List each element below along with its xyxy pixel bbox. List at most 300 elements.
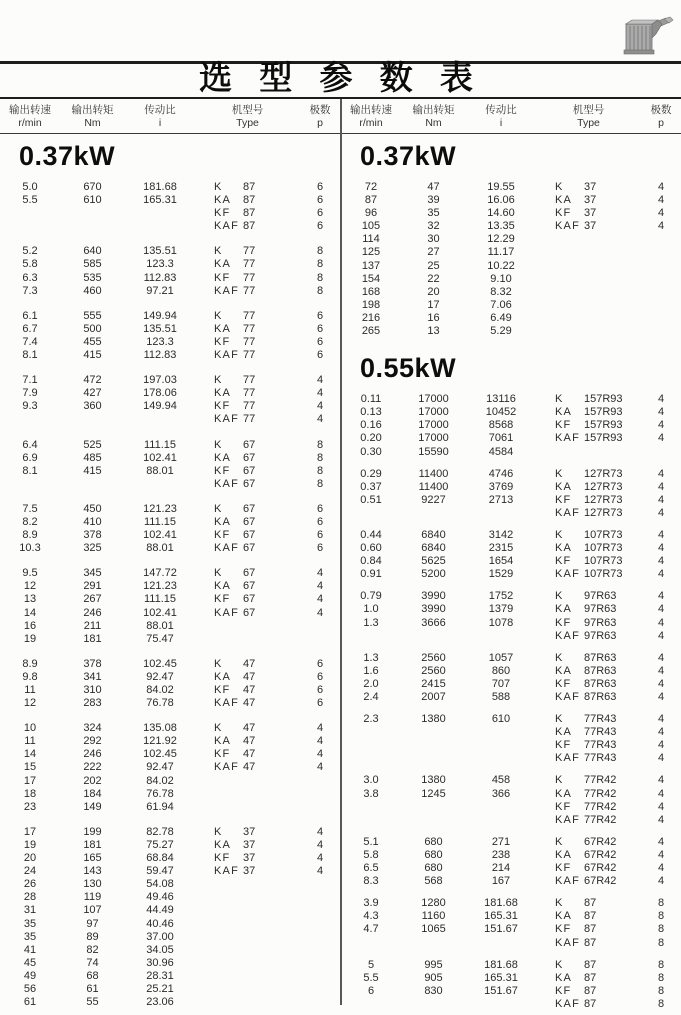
cell-type-prefix [195, 620, 243, 633]
cell-ratio: 123.3 [146, 335, 174, 348]
cell-poles: 6 [316, 220, 324, 233]
cell-torque: 1245 [421, 787, 446, 800]
cell-type-model [243, 944, 300, 957]
cell-torque: 5625 [421, 555, 446, 568]
cell-speed: 8.9 [22, 529, 38, 542]
table-row [341, 419, 681, 432]
table-row [341, 286, 681, 299]
cell-speed: 137 [361, 259, 381, 272]
cell-type-model: 77R42 [584, 774, 617, 787]
cell-poles: 8 [316, 438, 324, 451]
cell-ratio: 151.67 [484, 984, 518, 997]
table-row [341, 836, 681, 849]
cell-torque: 341 [83, 670, 102, 683]
cell-speed [0, 207, 60, 220]
cell-speed: 56 [23, 982, 37, 995]
cell-ratio: 135.51 [143, 245, 177, 258]
cell-type-model [584, 286, 641, 299]
cell-poles: 6 [316, 697, 324, 710]
cell-ratio: 61.94 [146, 800, 174, 813]
cell-speed: 31 [23, 904, 37, 917]
cell-type-prefix [536, 299, 584, 312]
cell-type-model: 67 [243, 593, 256, 606]
table-row [0, 194, 341, 207]
cell-ratio: 13116 [486, 393, 516, 406]
table-row [341, 972, 681, 985]
cell-type-prefix: K [214, 567, 223, 580]
cell-type-prefix [195, 904, 243, 917]
cell-ratio: 111.15 [143, 438, 176, 451]
cell-speed: 11 [24, 684, 36, 696]
cell-ratio [125, 207, 195, 220]
cell-ratio: 111.15 [143, 515, 176, 528]
cell-speed: 7.4 [22, 335, 38, 348]
cell-type-model: 47 [243, 735, 256, 748]
cell-ratio: 1654 [488, 555, 514, 568]
cell-type-prefix: KA [555, 848, 573, 861]
cell-type-model: 67R42 [584, 875, 617, 888]
cell-speed: 45 [23, 956, 37, 969]
cell-torque: 211 [83, 619, 102, 632]
cell-speed: 4.7 [363, 923, 379, 936]
table-row [0, 788, 341, 801]
cell-speed: 0.51 [360, 493, 382, 506]
cell-ratio: 84.02 [146, 774, 174, 787]
cell-speed: 7.9 [22, 387, 38, 400]
cell-speed: 6.7 [22, 322, 38, 335]
cell-speed: 2.3 [363, 713, 379, 726]
row-group [341, 897, 681, 949]
table-row [341, 590, 681, 603]
cell-poles [641, 312, 681, 325]
cell-speed: 0.60 [360, 542, 382, 555]
cell-torque [401, 937, 466, 950]
row-group [341, 393, 681, 458]
cell-poles [641, 233, 681, 246]
table-row [0, 607, 341, 620]
cell-torque: 378 [83, 529, 102, 542]
cell-speed: 4.3 [363, 910, 379, 923]
cell-speed: 9.5 [22, 567, 38, 580]
cell-ratio: 121.92 [143, 735, 177, 748]
cell-ratio: 6.49 [490, 311, 512, 324]
cell-ratio: 1752 [488, 590, 514, 603]
table-row [0, 478, 341, 491]
cell-type-model: 47 [243, 697, 256, 710]
cell-type-model [243, 931, 300, 944]
table-row [0, 349, 341, 362]
cell-type-prefix: KA [214, 670, 232, 683]
cell-ratio: 102.45 [143, 748, 177, 761]
cell-speed: 3.9 [363, 897, 379, 910]
cell-torque: 995 [424, 958, 443, 971]
row-group [341, 959, 681, 1011]
table-row [341, 998, 681, 1011]
cell-type-prefix [536, 286, 584, 299]
cell-speed: 15 [23, 761, 37, 774]
cell-ratio: 54.08 [146, 878, 174, 891]
table-row [0, 761, 341, 774]
cell-type-model: 87 [584, 897, 597, 910]
cell-ratio [466, 726, 536, 739]
cell-poles: 4 [657, 493, 665, 506]
cell-type-model: 87 [243, 194, 256, 207]
cell-poles: 4 [316, 825, 324, 838]
cell-torque: 291 [83, 580, 102, 593]
cell-type-prefix: KF [214, 593, 231, 606]
cell-ratio: 37.00 [146, 930, 174, 943]
table-row [0, 465, 341, 478]
cell-ratio: 4584 [488, 445, 514, 458]
table-row [341, 194, 681, 207]
cell-poles: 4 [657, 181, 665, 193]
cell-torque: 485 [83, 451, 102, 464]
cell-poles [300, 944, 340, 957]
cell-type-model: 87 [243, 207, 256, 220]
cell-speed: 6.4 [22, 438, 38, 451]
cell-torque: 74 [86, 956, 99, 969]
table-row [341, 181, 681, 194]
table-row [0, 542, 341, 555]
table-row [0, 633, 341, 646]
cell-type-prefix: KA [555, 971, 573, 984]
cell-speed: 10 [23, 722, 37, 735]
cell-poles [641, 273, 681, 286]
cell-type-model: 107R73 [584, 555, 623, 568]
cell-torque: 119 [83, 891, 102, 904]
cell-type-model: 157R93 [584, 432, 623, 445]
table-row [341, 312, 681, 325]
cell-type-model: 37 [243, 825, 256, 838]
cell-type-prefix: K [214, 825, 223, 838]
cell-speed: 6.1 [22, 309, 38, 322]
cell-torque: 17 [427, 298, 440, 311]
cell-ratio: 7061 [488, 432, 514, 445]
cell-type-prefix: KAF [555, 936, 580, 949]
cell-speed: 0.79 [360, 590, 382, 603]
column-header: 输出转矩 Nm [412, 104, 455, 129]
cell-poles: 6 [316, 657, 324, 670]
row-group [341, 774, 681, 826]
cell-speed: 5.0 [22, 181, 38, 193]
row-group [341, 181, 681, 338]
table-row [0, 904, 341, 917]
cell-ratio [466, 814, 536, 827]
cell-torque [401, 726, 466, 739]
table-row [341, 897, 681, 910]
cell-type-model: 47 [243, 684, 256, 696]
table-row [341, 652, 681, 665]
cell-speed: 5.8 [22, 258, 38, 271]
cell-ratio: 102.41 [143, 451, 177, 464]
column-header: 输出转速 r/min [9, 104, 51, 129]
right-table [341, 137, 681, 1015]
cell-torque: 680 [424, 835, 443, 848]
row-group [0, 310, 341, 362]
cell-poles [641, 260, 681, 273]
cell-type-model: 77 [243, 258, 256, 271]
cell-poles [300, 983, 340, 996]
cell-speed: 1.0 [363, 603, 379, 616]
table-row [341, 713, 681, 726]
cell-torque: 455 [83, 335, 102, 348]
cell-type-model: 87R63 [584, 651, 617, 664]
cell-type-prefix: KAF [555, 220, 580, 233]
cell-type-model: 77 [243, 349, 256, 362]
cell-type-prefix: KF [555, 616, 572, 629]
cell-type-prefix: KF [214, 852, 231, 865]
cell-ratio: 12.29 [487, 233, 515, 246]
table-row [341, 875, 681, 888]
cell-speed: 0.16 [360, 419, 382, 432]
cell-type-prefix: KF [214, 271, 231, 284]
cell-speed: 12 [23, 580, 37, 593]
cell-type-prefix: KF [555, 419, 572, 432]
cell-speed: 96 [364, 207, 378, 220]
cell-speed: 5 [367, 958, 375, 971]
cell-type-model [243, 957, 300, 970]
cell-poles: 4 [657, 419, 665, 432]
cell-type-prefix: KAF [214, 220, 239, 233]
cell-type-model: 77R42 [584, 813, 617, 826]
cell-torque: 535 [83, 271, 102, 284]
table-row [341, 432, 681, 445]
cell-torque [60, 207, 125, 220]
table-row [0, 181, 341, 194]
cell-type-prefix: K [214, 657, 223, 670]
cell-torque: 107 [83, 904, 102, 917]
cell-torque: 267 [83, 593, 102, 606]
cell-type-model: 77R43 [584, 726, 617, 739]
cell-type-model: 127R73 [584, 480, 623, 493]
column-header: 机型号 Type [572, 104, 605, 129]
cell-torque: 222 [83, 761, 102, 774]
cell-ratio: 167 [491, 875, 511, 888]
table-row [0, 931, 341, 944]
cell-speed: 7.1 [22, 374, 38, 387]
cell-speed: 23 [23, 800, 37, 813]
cell-torque: 97 [86, 917, 99, 930]
cell-type-prefix [195, 996, 243, 1009]
row-group [341, 652, 681, 704]
cell-type-model: 97R63 [584, 616, 617, 629]
cell-torque [60, 413, 125, 426]
cell-type-model: 77R43 [584, 739, 617, 752]
cell-type-model: 37 [243, 838, 256, 851]
cell-torque: 670 [83, 181, 102, 193]
cell-type-prefix: K [214, 181, 223, 193]
cell-type-model [584, 299, 641, 312]
table-row [341, 985, 681, 998]
cell-poles: 6 [316, 502, 324, 515]
cell-poles: 4 [316, 580, 324, 593]
table-row [0, 775, 341, 788]
cell-speed: 0.44 [360, 528, 382, 541]
cell-ratio: 112.83 [143, 271, 177, 284]
cell-ratio: 10452 [485, 406, 517, 419]
cell-ratio: 23.06 [146, 996, 174, 1009]
table-row [0, 220, 341, 233]
cell-torque: 568 [424, 875, 443, 888]
cell-speed: 24 [23, 865, 37, 878]
cell-ratio: 165.31 [484, 971, 518, 984]
cell-speed: 41 [23, 943, 37, 956]
cell-type-model: 87 [584, 936, 597, 949]
cell-poles: 6 [316, 529, 324, 542]
table-row [341, 678, 681, 691]
table-row [0, 285, 341, 298]
column-header: 输出转速 r/min [350, 104, 392, 129]
table-row [0, 944, 341, 957]
cell-type-model [584, 246, 641, 259]
cell-poles: 8 [316, 477, 324, 490]
cell-type-prefix: KF [555, 677, 572, 690]
table-row [341, 494, 681, 507]
table-row [0, 567, 341, 580]
table-row [0, 722, 341, 735]
cell-ratio: 25.21 [146, 982, 174, 995]
cell-poles: 4 [657, 506, 665, 519]
table-row [0, 310, 341, 323]
cell-type-prefix: KA [214, 322, 232, 335]
cell-poles: 4 [657, 787, 665, 800]
cell-type-model [584, 312, 641, 325]
cell-speed: 5.2 [22, 245, 38, 258]
cell-poles: 4 [316, 400, 324, 413]
cell-torque: 415 [83, 349, 102, 362]
cell-type-prefix: KA [214, 838, 232, 851]
row-group [341, 468, 681, 520]
cell-poles: 4 [316, 606, 324, 619]
cell-ratio [466, 630, 536, 643]
table-row [0, 983, 341, 996]
column-header: 极数 p [650, 104, 672, 129]
row-group [0, 658, 341, 710]
cell-type-prefix [536, 312, 584, 325]
cell-ratio [125, 220, 195, 233]
table-row [341, 481, 681, 494]
table-row [0, 891, 341, 904]
cell-torque: 22 [427, 272, 440, 285]
cell-speed: 2.0 [363, 677, 379, 690]
cell-poles: 4 [316, 722, 324, 735]
cell-ratio: 2713 [488, 493, 514, 506]
cell-type-model: 97R63 [584, 590, 617, 603]
cell-torque: 585 [83, 258, 102, 271]
cell-speed: 35 [23, 917, 37, 930]
cell-torque: 6840 [421, 542, 446, 555]
cell-type-model [243, 918, 300, 931]
cell-poles: 4 [316, 387, 324, 400]
cell-torque: 555 [83, 309, 102, 322]
cell-type-model: 87 [584, 984, 597, 997]
cell-speed: 87 [364, 194, 378, 207]
cell-type-prefix: KAF [555, 568, 580, 581]
cell-poles [641, 246, 681, 259]
cell-poles: 4 [316, 852, 324, 865]
table-row [0, 439, 341, 452]
cell-type-prefix: KAF [555, 752, 580, 765]
cell-ratio: 68.84 [146, 852, 174, 865]
cell-poles: 4 [657, 752, 665, 765]
cell-poles: 4 [657, 651, 665, 664]
table-row [0, 658, 341, 671]
cell-type-model: 77 [243, 322, 256, 335]
cell-ratio [466, 801, 536, 814]
cell-poles: 4 [657, 603, 665, 616]
cell-type-model: 67 [243, 515, 256, 528]
cell-type-model: 67R42 [584, 862, 617, 875]
row-group [0, 503, 341, 555]
table-row [0, 801, 341, 814]
cell-type-prefix [195, 788, 243, 801]
cell-speed: 10.3 [19, 542, 41, 555]
cell-type-prefix: K [555, 835, 564, 848]
cell-type-prefix [195, 801, 243, 814]
cell-type-model: 37 [243, 865, 256, 878]
cell-speed: 12 [23, 697, 37, 710]
cell-speed: 16 [23, 619, 37, 632]
cell-speed [341, 937, 401, 950]
cell-type-model: 77 [243, 284, 256, 297]
cell-torque: 360 [83, 400, 102, 413]
cell-type-prefix: KAF [214, 761, 239, 774]
cell-type-prefix [195, 633, 243, 646]
cell-type-prefix: KA [214, 258, 232, 271]
cell-poles [641, 325, 681, 338]
table-row [0, 529, 341, 542]
cell-type-prefix: KA [555, 603, 573, 616]
cell-speed [0, 478, 60, 491]
cell-speed: 0.13 [360, 406, 382, 419]
power-section-heading: 0.55kW [360, 353, 457, 384]
cell-poles: 4 [657, 393, 665, 406]
cell-type-prefix: K [214, 245, 223, 258]
cell-poles: 8 [316, 284, 324, 297]
table-row [0, 852, 341, 865]
cell-speed: 14 [23, 748, 37, 761]
table-row [0, 516, 341, 529]
cell-type-model: 87 [584, 910, 597, 923]
cell-poles [300, 957, 340, 970]
cell-ratio: 9.10 [490, 272, 512, 285]
cell-torque: 35 [427, 207, 440, 220]
cell-ratio: 76.78 [146, 697, 174, 710]
column-header: 极数 p [309, 104, 331, 129]
cell-torque: 472 [83, 374, 102, 387]
cell-poles: 4 [657, 207, 665, 220]
cell-type-model: 87R63 [584, 691, 617, 703]
cell-ratio: 271 [491, 835, 511, 848]
cell-poles: 4 [657, 862, 665, 875]
table-row [0, 839, 341, 852]
cell-type-prefix: K [214, 722, 223, 735]
cell-poles [300, 904, 340, 917]
cell-poles: 4 [657, 220, 665, 233]
cell-type-prefix [195, 775, 243, 788]
row-group [341, 713, 681, 765]
table-row [341, 507, 681, 520]
cell-torque: 202 [83, 774, 102, 787]
table-row [0, 207, 341, 220]
cell-torque: 292 [83, 735, 102, 748]
cell-type-model: 87R63 [584, 664, 617, 677]
cell-ratio: 165.31 [143, 194, 177, 207]
table-row [341, 555, 681, 568]
table-row [341, 959, 681, 972]
cell-poles: 4 [657, 774, 665, 787]
cell-poles: 6 [316, 335, 324, 348]
